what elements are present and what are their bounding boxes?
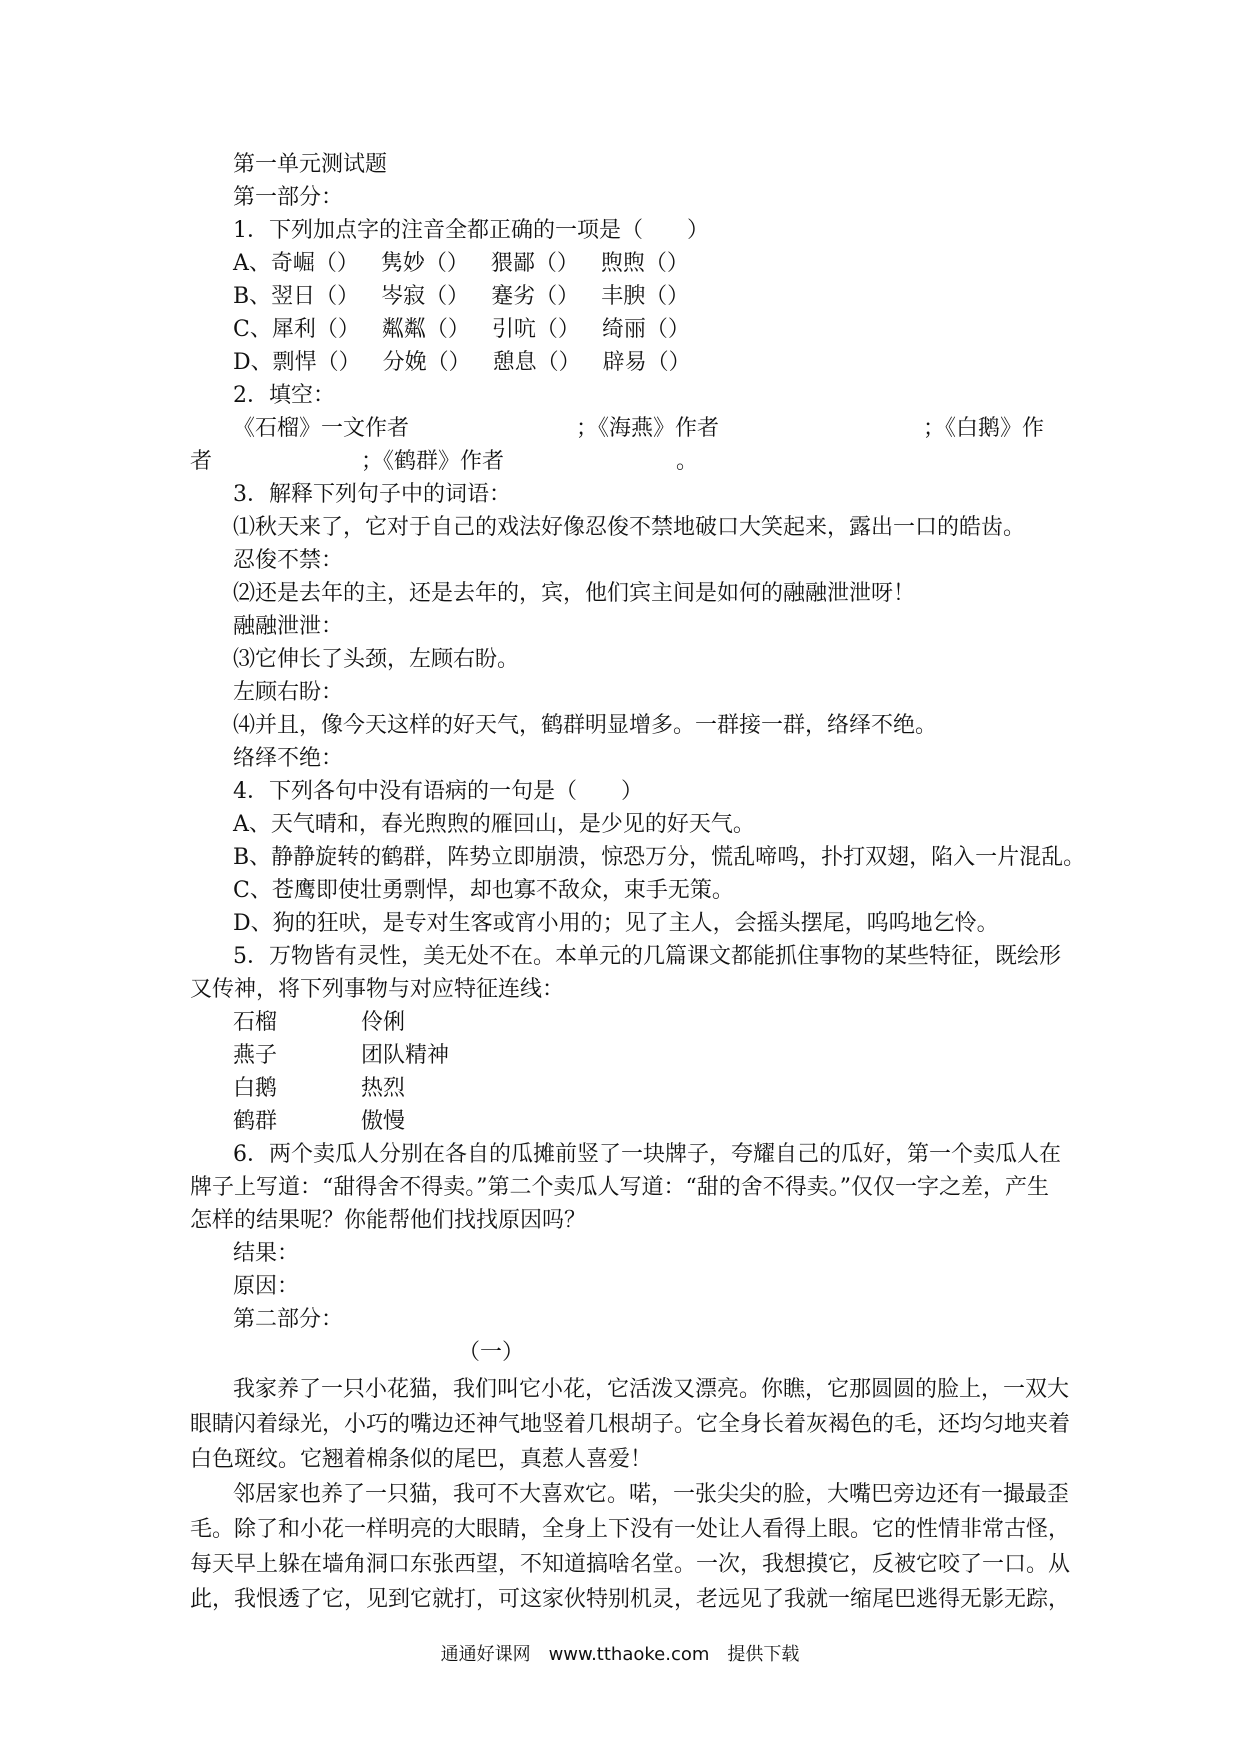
passage-line: 此，我恨透了它，见到它就打，可这家伙特别机灵，老远见了我就一缩尾巴逃得无影无踪， — [190, 1587, 1071, 1612]
q3-word-3: 左顾右盼： — [233, 680, 344, 705]
option-label: A、 — [233, 251, 271, 276]
q1-option-d — [233, 348, 713, 378]
pair-feature: 热烈 — [361, 1076, 406, 1101]
option-item: 丰腴（） — [601, 284, 690, 309]
option-label: C、 — [233, 317, 272, 342]
q4-option-c: C、苍鹰即使壮勇剽悍，却也寡不敌众，束手无策。 — [233, 878, 734, 903]
passage-line: 毛。除了和小花一样明亮的大眼睛，全身上下没有一处让人看得上眼。它的性情非常古怪， — [190, 1517, 1071, 1542]
q3-sentence-1: ⑴秋天来了，它对于自己的戏法好像忍俊不禁地破口大笑起来，露出一口的皓齿。 — [233, 515, 1026, 540]
option-item: 蹇劣（） — [491, 284, 580, 309]
option-item: 粼粼（） — [381, 317, 470, 342]
q5-pair — [233, 1074, 405, 1104]
q2-stem: 2．填空： — [233, 383, 335, 408]
option-item: 煦煦（） — [600, 251, 689, 276]
q6-stem-line-2: 牌子上写道：“甜得舍不得卖。”第二个卖瓜人写道：“甜的舍不得卖。”仅仅一字之差，产生 — [190, 1175, 1049, 1200]
passage-line: 邻居家也养了一只猫，我可不大喜欢它。喏，一张尖尖的脸，大嘴巴旁边还有一撮最歪 — [233, 1482, 1070, 1507]
q4-stem: 4．下列各句中没有语病的一句是（ ） — [233, 779, 643, 804]
option-item: 剽悍（） — [272, 350, 361, 375]
option-item: 隽妙（） — [380, 251, 469, 276]
pair-item: 白鹅 — [233, 1076, 278, 1101]
q3-sentence-4: ⑷并且，像今天这样的好天气，鹤群明显增多。一群接一群，络绎不绝。 — [233, 713, 938, 738]
option-item: 憩息（） — [492, 350, 581, 375]
q3-word-1: 忍俊不禁： — [233, 548, 344, 573]
pair-feature: 团队精神 — [361, 1043, 450, 1068]
option-item: 分娩（） — [382, 350, 471, 375]
fill-text: 者 — [190, 449, 213, 474]
q2-fill-line-2 — [190, 447, 1058, 477]
fill-text: 。 — [676, 449, 699, 474]
q3-word-2: 融融泄泄： — [233, 614, 344, 639]
passage-line: 白色斑纹。它翘着棉条似的尾巴，真惹人喜爱！ — [190, 1447, 653, 1472]
fill-text: ；《海燕》作者 — [576, 416, 720, 441]
option-item: 辟易（） — [602, 350, 691, 375]
q3-sentence-2: ⑵还是去年的主，还是去年的，宾，他们宾主间是如何的融融泄泄呀！ — [233, 581, 916, 606]
q3-stem: 3．解释下列句子中的词语： — [233, 482, 511, 507]
fill-text: 《石榴》一文作者 — [233, 416, 410, 441]
q6-stem-line-3: 怎样的结果呢？你能帮他们找找原因吗？ — [190, 1208, 587, 1233]
q4-option-a: A、天气晴和，春光煦煦的雁回山，是少见的好天气。 — [233, 812, 755, 837]
q1-stem: 1．下列加点字的注音全都正确的一项是（ ） — [233, 218, 709, 243]
pair-item: 鹤群 — [233, 1109, 278, 1134]
fill-text: ；《鹤群》作者 — [361, 449, 505, 474]
q3-sentence-3: ⑶它伸长了头颈，左顾右盼。 — [233, 647, 520, 672]
passage-line: 我家养了一只小花猫，我们叫它小花，它活泼又漂亮。你瞧，它那圆圆的脸上，一双大 — [233, 1377, 1070, 1402]
q5-pair — [233, 1008, 405, 1038]
q2-fill-line-1 — [233, 414, 1058, 444]
q5-pair — [233, 1041, 449, 1071]
q5-stem-line-2: 又传神，将下列事物与对应特征连线： — [190, 977, 565, 1002]
option-item: 犀利（） — [271, 317, 360, 342]
q6-reason-label: 原因： — [233, 1274, 300, 1299]
part-two-heading: 第二部分： — [233, 1307, 344, 1332]
document-title: 第一单元测试题 — [233, 152, 388, 177]
option-label: D、 — [233, 350, 273, 375]
q1-option-b — [233, 282, 711, 312]
q5-pair — [233, 1107, 405, 1137]
section-title: （一） — [458, 1340, 525, 1365]
fill-text: ；《白鹅》作 — [923, 416, 1045, 441]
passage-line: 眼睛闪着绿光，小巧的嘴边还神气地竖着几根胡子。它全身长着灰褐色的毛，还均匀地夹着 — [190, 1412, 1071, 1437]
q5-stem-line-1: 5．万物皆有灵性，美无处不在。本单元的几篇课文都能抓住事物的某些特征，既绘形 — [233, 944, 1061, 969]
option-label: B、 — [233, 284, 272, 309]
option-item: 翌日（） — [271, 284, 360, 309]
q1-option-a — [233, 249, 711, 279]
q1-option-c — [233, 315, 712, 345]
pair-item: 石榴 — [233, 1010, 278, 1035]
option-item: 绮丽（） — [601, 317, 690, 342]
option-item: 猥鄙（） — [490, 251, 579, 276]
pair-item: 燕子 — [233, 1043, 278, 1068]
part-one-heading: 第一部分： — [233, 185, 344, 210]
q3-word-4: 络绎不绝： — [233, 746, 344, 771]
passage-line: 每天早上躲在墙角洞口东张西望，不知道搞啥名堂。一次，我想摸它，反被它咬了一口。从 — [190, 1552, 1071, 1577]
page-footer: 通通好课网 www.tthaoke.com 提供下载 — [440, 1644, 800, 1665]
q6-result-label: 结果： — [233, 1241, 300, 1266]
pair-feature: 伶俐 — [361, 1010, 406, 1035]
option-item: 引吭（） — [491, 317, 580, 342]
option-item: 奇崛（） — [270, 251, 359, 276]
pair-feature: 傲慢 — [361, 1109, 406, 1134]
q6-stem-line-1: 6．两个卖瓜人分别在各自的瓜摊前竖了一块牌子，夸耀自己的瓜好，第一个卖瓜人在 — [233, 1142, 1061, 1167]
option-item: 岑寂（） — [381, 284, 470, 309]
q4-option-d: D、狗的狂吠，是专对生客或宵小用的；见了主人，会摇头摆尾，呜呜地乞怜。 — [233, 911, 999, 936]
q4-option-b: B、静静旋转的鹤群，阵势立即崩溃，惊恐万分，慌乱啼鸣，扑打双翅，陷入一片混乱。 — [233, 845, 1086, 870]
